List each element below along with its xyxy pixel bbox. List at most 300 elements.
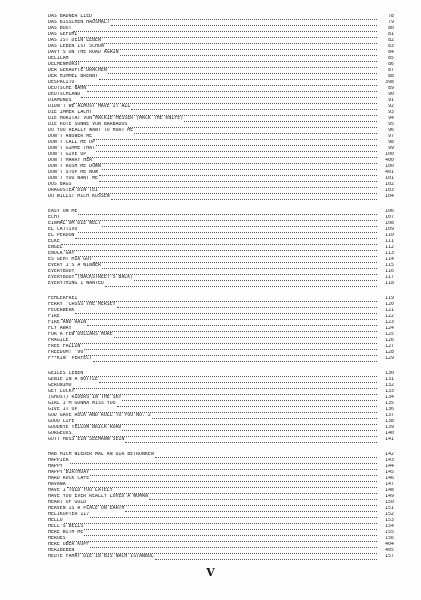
song-title: EVERYTHING I WANTED	[48, 281, 104, 286]
dot-leader	[73, 432, 377, 437]
toc-entry	[48, 464, 394, 470]
dot-leader	[75, 81, 377, 86]
toc-entry	[48, 194, 394, 200]
toc-entry	[48, 377, 394, 383]
dot-leader	[87, 501, 377, 506]
page-ref: 144	[385, 464, 394, 469]
dot-leader	[75, 420, 377, 425]
song-title: GOOD LIFE	[48, 419, 75, 424]
toc-entry	[48, 332, 394, 338]
page-ref: 123	[385, 320, 394, 325]
dot-leader	[96, 141, 377, 146]
toc-entry	[48, 350, 394, 356]
page-ref: 118	[385, 281, 394, 286]
dot-leader	[155, 453, 377, 458]
toc-entry	[48, 506, 394, 512]
song-title: EVERYBODY (BACKSTREET'S BACK)	[48, 275, 134, 280]
song-title: FRAGILE	[48, 338, 69, 343]
page-ref: 140	[385, 431, 394, 436]
dot-leader	[114, 489, 377, 494]
page-ref: 111	[385, 239, 394, 244]
toc-entry	[48, 80, 394, 86]
dot-leader	[120, 51, 377, 56]
song-title: HAVE YOU EVER REALLY LOVED A WOMAN	[48, 494, 148, 499]
song-title: HARD ROCK CAFE	[48, 476, 90, 481]
toc-entry	[48, 140, 394, 146]
page-ref: 148	[385, 488, 394, 493]
toc-entry	[48, 524, 394, 530]
page-ref: 83	[388, 44, 394, 49]
dot-leader	[78, 408, 377, 413]
dot-leader	[75, 252, 377, 257]
dot-leader	[73, 99, 377, 104]
song-title: FEHLERFREI	[48, 296, 78, 301]
toc-entry	[48, 314, 394, 320]
page-ref: 101	[385, 176, 394, 181]
toc-entry	[48, 239, 394, 245]
page-ref: 153	[385, 518, 394, 523]
song-title: DON'T RUSH ME DOWN	[48, 164, 101, 169]
page-ref: 99	[388, 146, 394, 151]
dot-leader	[78, 210, 377, 215]
toc-entry	[48, 251, 394, 257]
page-ref: 398	[385, 80, 394, 85]
page-ref: 405	[385, 548, 394, 553]
dot-leader	[84, 372, 377, 377]
toc-entry	[48, 425, 394, 431]
toc-entry	[48, 401, 394, 407]
song-title: GOODBYE YELLOW BRICK ROAD	[48, 425, 122, 430]
song-title: (GHOST) RIDERS IN THE SKY	[48, 395, 122, 400]
toc-entry	[48, 371, 394, 377]
toc-entry	[48, 170, 394, 176]
dot-leader	[122, 396, 377, 401]
page-ref: 86	[388, 62, 394, 67]
toc-entry	[48, 56, 394, 62]
page-ref: 114	[385, 257, 394, 262]
page-ref: 88	[388, 74, 394, 79]
page-ref: 146	[385, 476, 394, 481]
page-ref: 132	[385, 383, 394, 388]
toc-entry	[48, 227, 394, 233]
toc-entry	[48, 164, 394, 170]
dot-leader	[73, 183, 377, 188]
song-title: HAPPY BIRTHDAY	[48, 470, 90, 475]
dot-leader	[67, 537, 377, 542]
toc-entry	[48, 104, 394, 110]
song-title: DO YOU REALLY WANT TO HURT ME	[48, 128, 134, 133]
page-ref: 133	[385, 389, 394, 394]
page-ref: 100	[385, 164, 394, 169]
dot-leader	[114, 333, 377, 338]
song-title: DIE IMMER LACHT	[48, 110, 93, 115]
song-title: ENOLA GAY	[48, 251, 75, 256]
page-ref: 78	[388, 14, 394, 19]
toc-entry	[48, 470, 394, 476]
page-ref: 85	[388, 56, 394, 61]
dot-leader	[78, 297, 377, 302]
page-ref: 157	[385, 554, 394, 559]
page-ref: 109	[385, 227, 394, 232]
dot-leader	[99, 378, 377, 383]
song-title: DIE ROTE SONNE VON BARBADOS	[48, 122, 128, 127]
page-ref: 151	[385, 506, 394, 511]
page-ref: 145	[385, 470, 394, 475]
song-title: DEUTSCHLAND	[48, 92, 81, 97]
song-title: GEILES LEBEN	[48, 371, 84, 376]
song-title: DER GEKAUFTE DRACHEN	[48, 68, 107, 73]
toc-entry	[48, 458, 394, 464]
dot-leader	[152, 414, 377, 419]
toc-entry	[48, 20, 394, 26]
song-title: HEART OF GOLD	[48, 500, 87, 505]
toc-entry	[48, 146, 394, 152]
page-ref: 155	[385, 530, 394, 535]
toc-section	[48, 296, 394, 362]
page-ref: 94	[388, 116, 394, 121]
page-ref: 401	[385, 170, 394, 175]
page-ref: 131	[385, 377, 394, 382]
toc-entry	[48, 476, 394, 482]
dot-leader	[105, 45, 377, 50]
page-ref: 120	[385, 302, 394, 307]
page-ref: 95	[388, 122, 394, 127]
song-title: HAPPIER	[48, 458, 69, 463]
page-ref: 152	[385, 512, 394, 517]
page-ref: 100	[385, 152, 394, 157]
dot-leader	[90, 477, 377, 482]
page-ref: 80	[388, 26, 394, 31]
song-title: DU WILLST MICH KÜSSEN	[48, 194, 110, 199]
toc-entry	[48, 452, 394, 458]
page-ref: 124	[385, 326, 394, 331]
dot-leader	[99, 171, 377, 176]
page-ref: 127	[385, 344, 394, 349]
page-ref: 119	[385, 296, 394, 301]
song-title: DAVY'S ON THE ROAD AGAIN	[48, 50, 119, 55]
dot-leader	[61, 240, 377, 245]
song-title: DON'T STOP ME NOW	[48, 170, 98, 175]
song-title: EL PERDÓN	[48, 233, 75, 238]
song-title: HAB MICH WIEDER MAL AN DIR BETRUNKEN	[48, 452, 154, 457]
toc-entry	[48, 92, 394, 98]
dot-leader	[70, 339, 377, 344]
song-title: DON'T GIVE UP	[48, 152, 87, 157]
dot-leader	[73, 327, 377, 332]
dot-leader	[99, 189, 377, 194]
dot-leader	[155, 555, 377, 560]
toc-section	[48, 14, 394, 200]
song-title: DAS IST DEIN LEBEN	[48, 38, 101, 43]
toc-entry	[48, 536, 394, 542]
page-ref: 150	[385, 500, 394, 505]
page-ref: 91	[388, 98, 394, 103]
page-ref: 400	[385, 158, 394, 163]
dot-leader	[96, 147, 377, 152]
dot-leader	[125, 507, 377, 512]
song-title: FOR A FEW DOLLARS MORE	[48, 332, 113, 337]
toc-entry	[48, 554, 394, 560]
dot-leader	[93, 111, 377, 116]
song-title: ELKE	[48, 239, 60, 244]
page-ref: 135	[385, 401, 394, 406]
dot-leader	[102, 165, 377, 170]
toc-entry	[48, 308, 394, 314]
song-title: FIRE AND RAIN	[48, 320, 87, 325]
dot-leader	[90, 543, 377, 548]
page-ref: 129	[385, 356, 394, 361]
song-title: HELIKOPTER 117	[48, 512, 90, 517]
song-title: DON'T GIMME THAT	[48, 146, 96, 151]
toc-entry	[48, 413, 394, 419]
page-ref: 110	[385, 233, 394, 238]
song-title: GORGEOUS	[48, 431, 72, 436]
song-title: GERONIMO	[48, 383, 72, 388]
page-ref: 96	[388, 128, 394, 133]
page-ref: 137	[385, 413, 394, 418]
dot-leader	[84, 531, 377, 536]
song-title: EL CATTIVO	[48, 227, 78, 232]
song-title: GOTT MUSS EIN SEEMANN SEIN	[48, 437, 125, 442]
page-ref: 138	[385, 419, 394, 424]
toc-entry	[48, 182, 394, 188]
page-ref: 139	[385, 425, 394, 430]
song-title: DESPACITO	[48, 80, 75, 85]
dot-leader	[84, 345, 377, 350]
song-title: GOD GAVE ROCK AND ROLL TO YOU NO. 2	[48, 413, 151, 418]
song-title: DAS BADNER LIED	[48, 14, 93, 19]
dot-leader	[81, 93, 377, 98]
dot-leader	[93, 258, 377, 263]
song-title: DON'T MARRY HER	[48, 158, 93, 163]
toc-entry	[48, 245, 394, 251]
page-ref: 122	[385, 314, 394, 319]
page-ref: 117	[385, 275, 394, 280]
song-title: DON'T ANSWER ME	[48, 134, 93, 139]
dot-leader	[128, 123, 377, 128]
dot-leader	[122, 426, 377, 431]
song-title: HELLO	[48, 518, 63, 523]
dot-leader	[93, 159, 377, 164]
dot-leader	[70, 459, 377, 464]
page-ref: 115	[385, 263, 394, 268]
song-title: DIE MORITAT VON MACKIE MESSER (MACK THE KNIFE)	[48, 116, 184, 121]
song-title: EINMAL UM DIE WELT	[48, 221, 101, 226]
song-title: EASY ON ME	[48, 209, 78, 214]
dot-leader	[102, 264, 377, 269]
song-title: HERE ÜBER KOPF	[48, 542, 90, 547]
dot-leader	[75, 270, 377, 275]
dot-leader	[87, 87, 377, 92]
page-ref: 84	[388, 50, 394, 55]
page-ref: 87	[388, 68, 394, 73]
toc-entry	[48, 263, 394, 269]
page-ref: 82	[388, 38, 394, 43]
page-ref: 142	[385, 452, 394, 457]
dot-leader	[105, 282, 377, 287]
song-title: FERRY 'CROSS THE MERSEY	[48, 302, 116, 307]
song-title: GIRL I'M GONNA MISS YOU	[48, 401, 116, 406]
page-ref: 107	[385, 215, 394, 220]
page-ref: 154	[385, 524, 394, 529]
dot-leader	[75, 390, 377, 395]
dot-leader	[64, 465, 377, 470]
dot-leader	[117, 402, 377, 407]
song-title: GET LUCKY	[48, 389, 75, 394]
toc-entry	[48, 26, 394, 32]
song-title: EVERY 1'S A WINNER	[48, 263, 101, 268]
song-title: FREE FALLIN'	[48, 344, 84, 349]
dot-leader	[134, 276, 377, 281]
dot-leader	[78, 33, 377, 38]
dot-leader	[87, 321, 377, 326]
dot-leader	[64, 246, 377, 251]
song-title: HERZBEBEN	[48, 548, 75, 553]
dot-leader	[93, 15, 377, 20]
song-title: DELMENHORST	[48, 62, 81, 67]
song-title: HEUTE FÄHRT DIE 18 BIS NACH ISTANBUL	[48, 554, 154, 559]
page-ref: 81	[388, 32, 394, 37]
song-title: GIVE IT UP	[48, 407, 78, 412]
song-title: DIAMONDS	[48, 98, 72, 103]
toc-entry	[48, 530, 394, 536]
dot-leader	[102, 222, 377, 227]
toc-entry	[48, 344, 394, 350]
song-title: HEAVEN IS A PLACE ON EARTH	[48, 506, 125, 511]
page-ref: 116	[385, 269, 394, 274]
toc-entry	[48, 302, 394, 308]
page-ref: 125	[385, 332, 394, 337]
page-ref: 141	[385, 437, 394, 442]
page-ref: 149	[385, 494, 394, 499]
dot-leader	[78, 228, 377, 233]
dot-leader	[73, 27, 377, 32]
song-title: HERE WITH ME	[48, 530, 84, 535]
toc-entry	[48, 281, 394, 287]
toc-entry	[48, 383, 394, 389]
dot-leader	[90, 513, 377, 518]
song-title: DON'T YOU WANT ME	[48, 176, 98, 181]
dot-leader	[184, 117, 377, 122]
page-ref: 121	[385, 308, 394, 313]
dot-leader	[99, 75, 377, 80]
song-title: DAS BISSCHEN HAUSHALT	[48, 20, 110, 25]
page-ref: 102	[385, 182, 394, 187]
dot-leader	[75, 309, 377, 314]
page-ref: 136	[385, 407, 394, 412]
song-title: HEROES	[48, 536, 66, 541]
toc-entry	[48, 518, 394, 524]
dot-leader	[75, 549, 377, 554]
song-title: DER HIMMEL BRENNT	[48, 74, 98, 79]
dot-leader	[93, 357, 377, 362]
song-title: EVERYBODY	[48, 269, 75, 274]
song-title: DAS GEFÜHL	[48, 32, 78, 37]
page-ref: 113	[385, 251, 394, 256]
page-ref: 143	[385, 458, 394, 463]
toc-entry	[48, 74, 394, 80]
dot-leader	[125, 438, 377, 443]
song-title: HELL'S BELLS	[48, 524, 84, 529]
page-ref: 147	[385, 482, 394, 487]
toc-entry	[48, 68, 394, 74]
dot-leader	[73, 384, 377, 389]
song-title: ENGEL	[48, 245, 63, 250]
song-title: ECHT	[48, 215, 60, 220]
dot-leader	[131, 105, 377, 110]
page-ref: 104	[385, 194, 394, 199]
page-ref: 130	[385, 371, 394, 376]
page-ref: 108	[385, 221, 394, 226]
song-title: ES GEHT MIR GUT	[48, 257, 93, 262]
toc-entry	[48, 437, 394, 443]
song-title: FLY AWAY	[48, 326, 72, 331]
page-ref: 79	[388, 20, 394, 25]
dot-leader	[90, 471, 377, 476]
dot-leader	[84, 351, 377, 356]
dot-leader	[61, 216, 377, 221]
page-ref: 103	[385, 188, 394, 193]
toc-entry	[48, 50, 394, 56]
toc-entry	[48, 176, 394, 182]
song-title: DIDN'T WE ALMOST HAVE IT ALL	[48, 104, 131, 109]
page-ref: 98	[388, 140, 394, 145]
dot-leader	[117, 303, 377, 308]
page-ref: 112	[385, 245, 394, 250]
dot-leader	[84, 525, 377, 530]
toc-entry	[48, 356, 394, 362]
toc-entry	[48, 494, 394, 500]
song-title: DRAGOSTEA DIN TEI	[48, 188, 98, 193]
dot-leader	[134, 129, 377, 134]
song-title: FREEDOM! '90	[48, 350, 84, 355]
dot-leader	[93, 135, 377, 140]
page-ref: 89	[388, 86, 394, 91]
song-title: DOS BAGS	[48, 182, 72, 187]
page-ref: 92	[388, 104, 394, 109]
song-title: DON'T CALL ME UP	[48, 140, 96, 145]
song-title: F**KIN' PERFECT	[48, 356, 93, 361]
dot-leader	[70, 57, 377, 62]
dot-leader	[111, 195, 377, 200]
page-ref: 90	[388, 92, 394, 97]
dot-leader	[64, 519, 377, 524]
dot-leader	[67, 483, 377, 488]
dot-leader	[87, 153, 377, 158]
dot-leader	[102, 39, 377, 44]
toc-entry	[48, 221, 394, 227]
page-ref: 128	[385, 350, 394, 355]
song-title: DAS LEBEN IST SCHÖN	[48, 44, 104, 49]
page-ref: 93	[388, 110, 394, 115]
toc-entry	[48, 233, 394, 239]
toc-entry	[48, 134, 394, 140]
toc-section	[48, 452, 394, 560]
toc-entry	[48, 512, 394, 518]
song-title: DAS BOOT	[48, 26, 72, 31]
dot-leader	[81, 63, 377, 68]
page-ref: 97	[388, 134, 394, 139]
toc-entry	[48, 128, 394, 134]
dot-leader	[75, 234, 377, 239]
dot-leader	[111, 21, 377, 26]
song-title: HAVANA	[48, 482, 66, 487]
page-ref: 106	[385, 209, 394, 214]
page-ref: 404	[385, 542, 394, 547]
page-ref: 126	[385, 338, 394, 343]
dot-leader	[99, 177, 377, 182]
dot-leader	[61, 315, 377, 320]
